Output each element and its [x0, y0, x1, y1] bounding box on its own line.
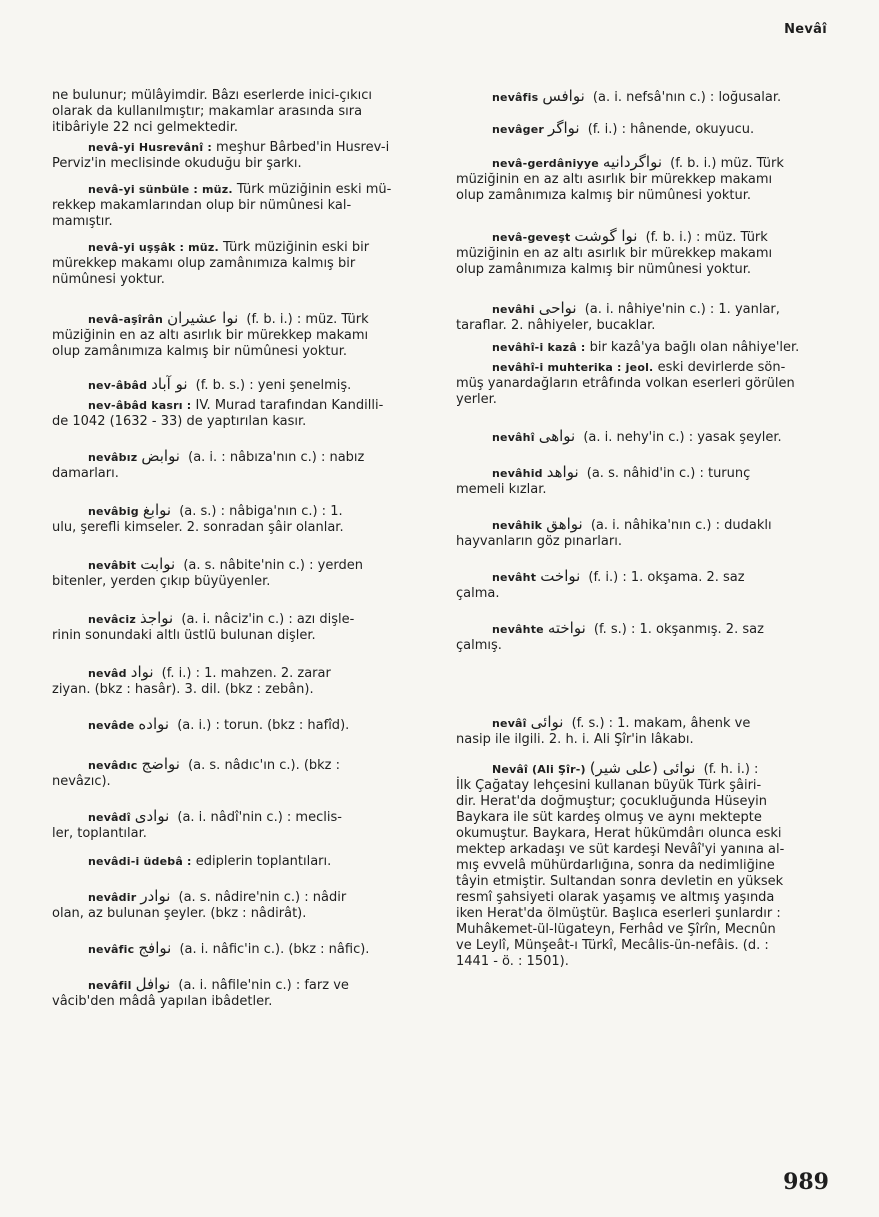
entry-text-line: bitenler, yerden çıkıp büyüyenler.: [52, 574, 271, 589]
entry-text-line: de 1042 (1632 - 33) de yaptırılan kasır.: [52, 414, 307, 429]
dictionary-entry: [456, 228, 832, 278]
entry-text-line: mürekkep makamı olup zamânımıza kalmış bir: [52, 256, 356, 271]
entry-headword: nevâdî: [88, 811, 131, 824]
dictionary-entry: [456, 760, 832, 970]
entry-text-line: taraflar. 2. nâhiyeler, bucaklar.: [456, 318, 656, 333]
entry-headword: nevâhi: [492, 303, 535, 316]
entry-text-line: ve Leylî, Münşeât-ı Türkî, Mecâlis-ün-nefâis. (d. :: [456, 938, 769, 953]
entry-first-line: [456, 340, 832, 356]
entry-headword: nevâciz: [88, 613, 136, 626]
entry-headword: nevâdi-i üdebâ :: [88, 855, 192, 868]
entry-first-line: [52, 976, 428, 994]
dictionary-entry: [456, 620, 832, 654]
entry-definition: (a. i. nâhika'nın c.) : dudaklı: [586, 518, 772, 533]
entry-definition: (f. i.) : 1. okşama. 2. saz: [584, 570, 745, 585]
entry-arabic-script: نواهق: [546, 515, 583, 533]
dictionary-entry: [52, 716, 428, 734]
entry-first-line: [52, 716, 428, 734]
dictionary-entry: [52, 888, 428, 922]
entry-definition: (a. i. nâdî'nin c.) : meclis-: [173, 810, 342, 825]
entry-headword: nevâdıc: [88, 759, 138, 772]
entry-text-line: rinin sonundaki altlı üstlü bulunan dişler.: [52, 628, 316, 643]
entry-headword: nev-âbâd: [88, 379, 148, 392]
entry-headword: nevâ-yi uşşâk : müz.: [88, 241, 219, 254]
dictionary-entry: [52, 88, 428, 136]
entry-headword: nevâhî: [492, 431, 535, 444]
dictionary-entry: [52, 240, 428, 288]
entry-arabic-script: نوافج: [138, 939, 172, 957]
entry-text-line: dir. Herat'da doğmuştur; çocukluğunda Hüseyin: [456, 794, 767, 809]
entry-text-line: olup zamânımıza kalmış bir nümûnesi yoktur.: [456, 188, 751, 203]
entry-definition: (f. s.) : 1. okşanmış. 2. saz: [589, 622, 764, 637]
entry-arabic-script: نوادر: [140, 887, 171, 905]
entry-definition: (a. s. nâdire'nin c.) : nâdir: [174, 890, 347, 905]
entry-text-line: hayvanların göz pınarları.: [456, 534, 622, 549]
dictionary-entry: [52, 140, 428, 172]
entry-definition: (a. s. nâdıc'ın c.). (bkz :: [183, 758, 341, 773]
entry-headword: nevâhî-i kazâ :: [492, 341, 586, 354]
entry-text-line: olarak da kullanılmıştır; makamlar arasında sıra: [52, 104, 363, 119]
entry-text-line: rekkep makamlarından olup bir nümûnesi kal-: [52, 198, 352, 213]
entry-text-line: mektep arkadaşı ve süt kardeşi Nevâî'yi yanına al-: [456, 842, 785, 857]
entry-arabic-script: نواضج: [141, 755, 180, 773]
entry-definition: (a. i. nâciz'in c.) : azı dişle-: [177, 612, 355, 627]
dictionary-entry: [456, 340, 832, 356]
entry-definition: (f. i.) : 1. mahzen. 2. zarar: [157, 666, 331, 681]
entry-first-line: [456, 228, 832, 246]
entry-text-line: çalmış.: [456, 638, 502, 653]
entry-first-line: [456, 120, 832, 138]
entry-arabic-script: نوابت: [140, 555, 176, 573]
entry-text-line: ziyan. (bkz : hasâr). 3. dil. (bkz : zebân).: [52, 682, 314, 697]
entry-definition: (f. b. s.) : yeni şenelmiş.: [191, 378, 352, 393]
entry-text-line: okumuştur. Baykara, Herat hükümdârı olunca eski: [456, 826, 782, 841]
entry-text-line: yerler.: [456, 392, 497, 407]
entry-first-line: [52, 376, 428, 394]
entry-headword: nevâfic: [88, 943, 135, 956]
dictionary-entry: [456, 428, 832, 446]
entry-first-line: [456, 760, 832, 778]
entry-first-line: [52, 310, 428, 328]
entry-first-line: [52, 140, 428, 156]
entry-definition: Türk müziğinin eski bir: [218, 240, 370, 255]
entry-arabic-script: نواهى: [538, 427, 576, 445]
dictionary-entry: [52, 756, 428, 790]
entry-headword: nevâî: [492, 717, 527, 730]
running-header: Nevâî: [784, 22, 827, 37]
entry-definition: (a. i. nâfic'in c.). (bkz : nâfic).: [175, 942, 370, 957]
entry-arabic-script: نواهد: [546, 463, 579, 481]
entry-definition: eski devirlerde sön-: [653, 360, 786, 375]
entry-text-line: 1441 - ö. : 1501).: [456, 954, 569, 969]
entry-first-line: [456, 360, 832, 376]
entry-definition: (f. b. i.) : müz. Türk: [242, 312, 369, 327]
dictionary-entry: [52, 182, 428, 230]
dictionary-entry: [52, 610, 428, 644]
entry-arabic-script: نوابغ: [142, 501, 172, 519]
entry-first-line: [52, 398, 428, 414]
entry-arabic-script: نوادى: [134, 807, 170, 825]
dictionary-entry: [52, 854, 428, 870]
entry-headword: nevâhî-i muhterika : jeol.: [492, 361, 654, 374]
entry-headword: nevâbız: [88, 451, 138, 464]
dictionary-entry: [456, 120, 832, 138]
entry-text-line: nasip ile ilgili. 2. h. i. Ali Şîr'in lâkabı.: [456, 732, 694, 747]
page-number: 989: [783, 1169, 829, 1195]
entry-text-line: müziğinin en az altı asırlık bir mürekkep makamı: [456, 172, 773, 187]
entry-first-line: [456, 714, 832, 732]
dictionary-entry: [52, 448, 428, 482]
entry-text-line: çalma.: [456, 586, 500, 601]
entry-definition: (a. s. nâhid'in c.) : turunç: [582, 466, 751, 481]
entry-first-line: [52, 610, 428, 628]
dictionary-entry: [456, 516, 832, 550]
entry-text-line: ler, toplantılar.: [52, 826, 147, 841]
entry-definition: (f. b. i.) : müz. Türk: [641, 230, 768, 245]
dictionary-entry: [456, 464, 832, 498]
entry-arabic-script: نواجذ: [139, 609, 174, 627]
entry-first-line: [456, 300, 832, 318]
entry-headword: nevâ-aşîrân: [88, 313, 164, 326]
entry-definition: IV. Murad tarafından Kandilli-: [191, 398, 384, 413]
entry-first-line: [456, 88, 832, 106]
entry-text-line: resmî şahsiyeti olarak yaşamış ve altmış yaşında: [456, 890, 775, 905]
entry-first-line: [52, 940, 428, 958]
entry-first-line: [52, 756, 428, 774]
entry-definition: (f. i.) : hânende, okuyucu.: [583, 122, 755, 137]
entry-first-line: [52, 448, 428, 466]
entry-first-line: [52, 502, 428, 520]
entry-text-line: ulu, şerefli kimseler. 2. sonradan şâir olanlar.: [52, 520, 344, 535]
entry-text-line: İlk Çağatay lehçesini kullanan büyük Türk şâiri-: [456, 778, 762, 793]
dictionary-entry: [456, 360, 832, 408]
entry-first-line: [456, 516, 832, 534]
entry-arabic-script: نو آباد: [151, 375, 188, 393]
entry-arabic-script: نواخت: [540, 567, 581, 585]
dictionary-entry: [456, 568, 832, 602]
entry-definition: Türk müziğinin eski mü-: [232, 182, 392, 197]
entry-definition: (a. s. nâbite'nin c.) : yerden: [179, 558, 363, 573]
dictionary-entry: [52, 808, 428, 842]
entry-first-line: [52, 556, 428, 574]
entry-definition: meşhur Bârbed'in Husrev-i: [211, 140, 390, 155]
entry-definition: ediplerin toplantıları.: [191, 854, 332, 869]
entry-arabic-script: نواد: [130, 663, 154, 681]
entry-definition: (a. i. nefsâ'nın c.) : loğusalar.: [588, 90, 782, 105]
entry-text-line: nümûnesi yoktur.: [52, 272, 165, 287]
entry-arabic-script: نواخته: [547, 619, 586, 637]
dictionary-entry: [52, 398, 428, 430]
entry-arabic-script: نواحى: [538, 299, 577, 317]
entry-text-line: olup zamânımıza kalmış bir nümûnesi yoktur.: [52, 344, 347, 359]
entry-first-line: [52, 182, 428, 198]
right-column: [456, 74, 832, 970]
entry-headword: nevâhte: [492, 623, 544, 636]
entry-headword: nev-âbâd kasrı :: [88, 399, 192, 412]
dictionary-entry: [52, 976, 428, 1010]
entry-text-line: damarları.: [52, 466, 119, 481]
entry-text-line: mamıştır.: [52, 214, 113, 229]
entry-text-line: ne bulunur; mülâyimdir. Bâzı eserlerde inici-çıkıcı: [52, 88, 373, 103]
entry-headword: nevâ-gerdâniyye: [492, 157, 599, 170]
entry-arabic-script: نواده: [138, 715, 170, 733]
entry-text-line: nevâzıc).: [52, 774, 111, 789]
dictionary-entry: [52, 310, 428, 360]
entry-headword: nevâdir: [88, 891, 137, 904]
entry-first-line: [52, 240, 428, 256]
entry-text-line: Perviz'in meclisinde okuduğu bir şarkı.: [52, 156, 302, 171]
entry-first-line: [456, 620, 832, 638]
entry-text-line: tâyin etmiştir. Sultandan sonra devletin en yüksek: [456, 874, 784, 889]
entry-first-line: [456, 568, 832, 586]
entry-definition: (f. h. i.) :: [699, 762, 759, 777]
entry-arabic-script: نواگر: [548, 119, 580, 137]
entry-arabic-script: نوافس: [542, 87, 585, 105]
entry-headword: nevâ-geveşt: [492, 231, 571, 244]
entry-definition: (a. i. nâhiye'nin c.) : 1. yanlar,: [580, 302, 780, 317]
entry-headword: nevâht: [492, 571, 537, 584]
entry-headword: nevâger: [492, 123, 545, 136]
entry-text-line: itibâriyle 22 nci gelmektedir.: [52, 120, 239, 135]
entry-headword: nevâfil: [88, 979, 132, 992]
entry-text-line: mış evvelâ mühürdarlığına, sonra da nedimliğine: [456, 858, 775, 873]
entry-first-line: [456, 154, 832, 172]
entry-headword: nevâ-yi Husrevânî :: [88, 141, 212, 154]
entry-text-line: vâcib'den mâdâ yapılan ibâdetler.: [52, 994, 273, 1009]
entry-definition: (a. i.) : torun. (bkz : hafîd).: [173, 718, 350, 733]
entry-text-line: iken Herat'da ölmüştür. Başlıca eserleri şunlardır :: [456, 906, 781, 921]
entry-arabic-script: نوائى: [530, 713, 564, 731]
dictionary-entry: [456, 154, 832, 204]
dictionary-entry: [456, 714, 832, 748]
entry-definition: (f. s.) : 1. makam, âhenk ve: [567, 716, 751, 731]
entry-text-line: müziğinin en az altı asırlık bir mürekkep makamı: [52, 328, 369, 343]
entry-headword: nevâhid: [492, 467, 543, 480]
entry-headword: nevâd: [88, 667, 127, 680]
entry-definition: (f. b. i.) müz. Türk: [666, 156, 784, 171]
entry-first-line: [456, 428, 832, 446]
dictionary-entry: [52, 376, 428, 394]
entry-definition: (a. s.) : nâbiga'nın c.) : 1.: [175, 504, 343, 519]
entry-text-line: memeli kızlar.: [456, 482, 547, 497]
dictionary-entry: [456, 300, 832, 334]
entry-text-line: müziğinin en az altı asırlık bir mürekkep makamı: [456, 246, 773, 261]
entry-headword: nevâfis: [492, 91, 539, 104]
entry-headword: nevâde: [88, 719, 135, 732]
entry-definition: bir kazâ'ya bağlı olan nâhiye'ler.: [585, 340, 800, 355]
entry-headword: nevâbig: [88, 505, 139, 518]
dictionary-entry: [52, 556, 428, 590]
dictionary-entry: [456, 88, 832, 106]
entry-arabic-script: نوا گوشت: [574, 227, 638, 245]
entry-headword: nevâ-yi sünbüle : müz.: [88, 183, 233, 196]
dictionary-entry: [52, 940, 428, 958]
entry-text-line: müş yanardağların etrâfında volkan eserleri görülen: [456, 376, 795, 391]
entry-text-line: Baykara ile süt kardeş olmuş ve aynı mektepte: [456, 810, 762, 825]
entry-text-line: olup zamânımıza kalmış bir nümûnesi yoktur.: [456, 262, 751, 277]
dictionary-entry: [52, 502, 428, 536]
entry-first-line: [52, 808, 428, 826]
entry-arabic-script: نوائى (على شير): [589, 759, 696, 777]
entry-headword: nevâhik: [492, 519, 543, 532]
entry-first-line: [52, 854, 428, 870]
entry-arabic-script: نواگردانيه: [602, 153, 663, 171]
entry-headword: nevâbit: [88, 559, 137, 572]
dictionary-entry: [52, 664, 428, 698]
entry-first-line: [456, 464, 832, 482]
entry-definition: (a. i. nâfile'nin c.) : farz ve: [174, 978, 349, 993]
entry-first-line: [52, 888, 428, 906]
entry-headword: Nevâî (Ali Şîr-): [492, 763, 586, 776]
entry-definition: (a. i. nehy'in c.) : yasak şeyler.: [579, 430, 782, 445]
entry-arabic-script: نوابض: [141, 447, 180, 465]
entry-arabic-script: نوافل: [135, 975, 171, 993]
entry-first-line: [52, 664, 428, 682]
entry-arabic-script: نوا عشيران: [167, 309, 239, 327]
entry-definition: (a. i. : nâbıza'nın c.) : nabız: [184, 450, 365, 465]
entry-text-line: olan, az bulunan şeyler. (bkz : nâdirât).: [52, 906, 307, 921]
left-column: [52, 74, 428, 1010]
entry-text-line: Muhâkemet-ül-lügateyn, Ferhâd ve Şîrîn, Mecnûn: [456, 922, 776, 937]
